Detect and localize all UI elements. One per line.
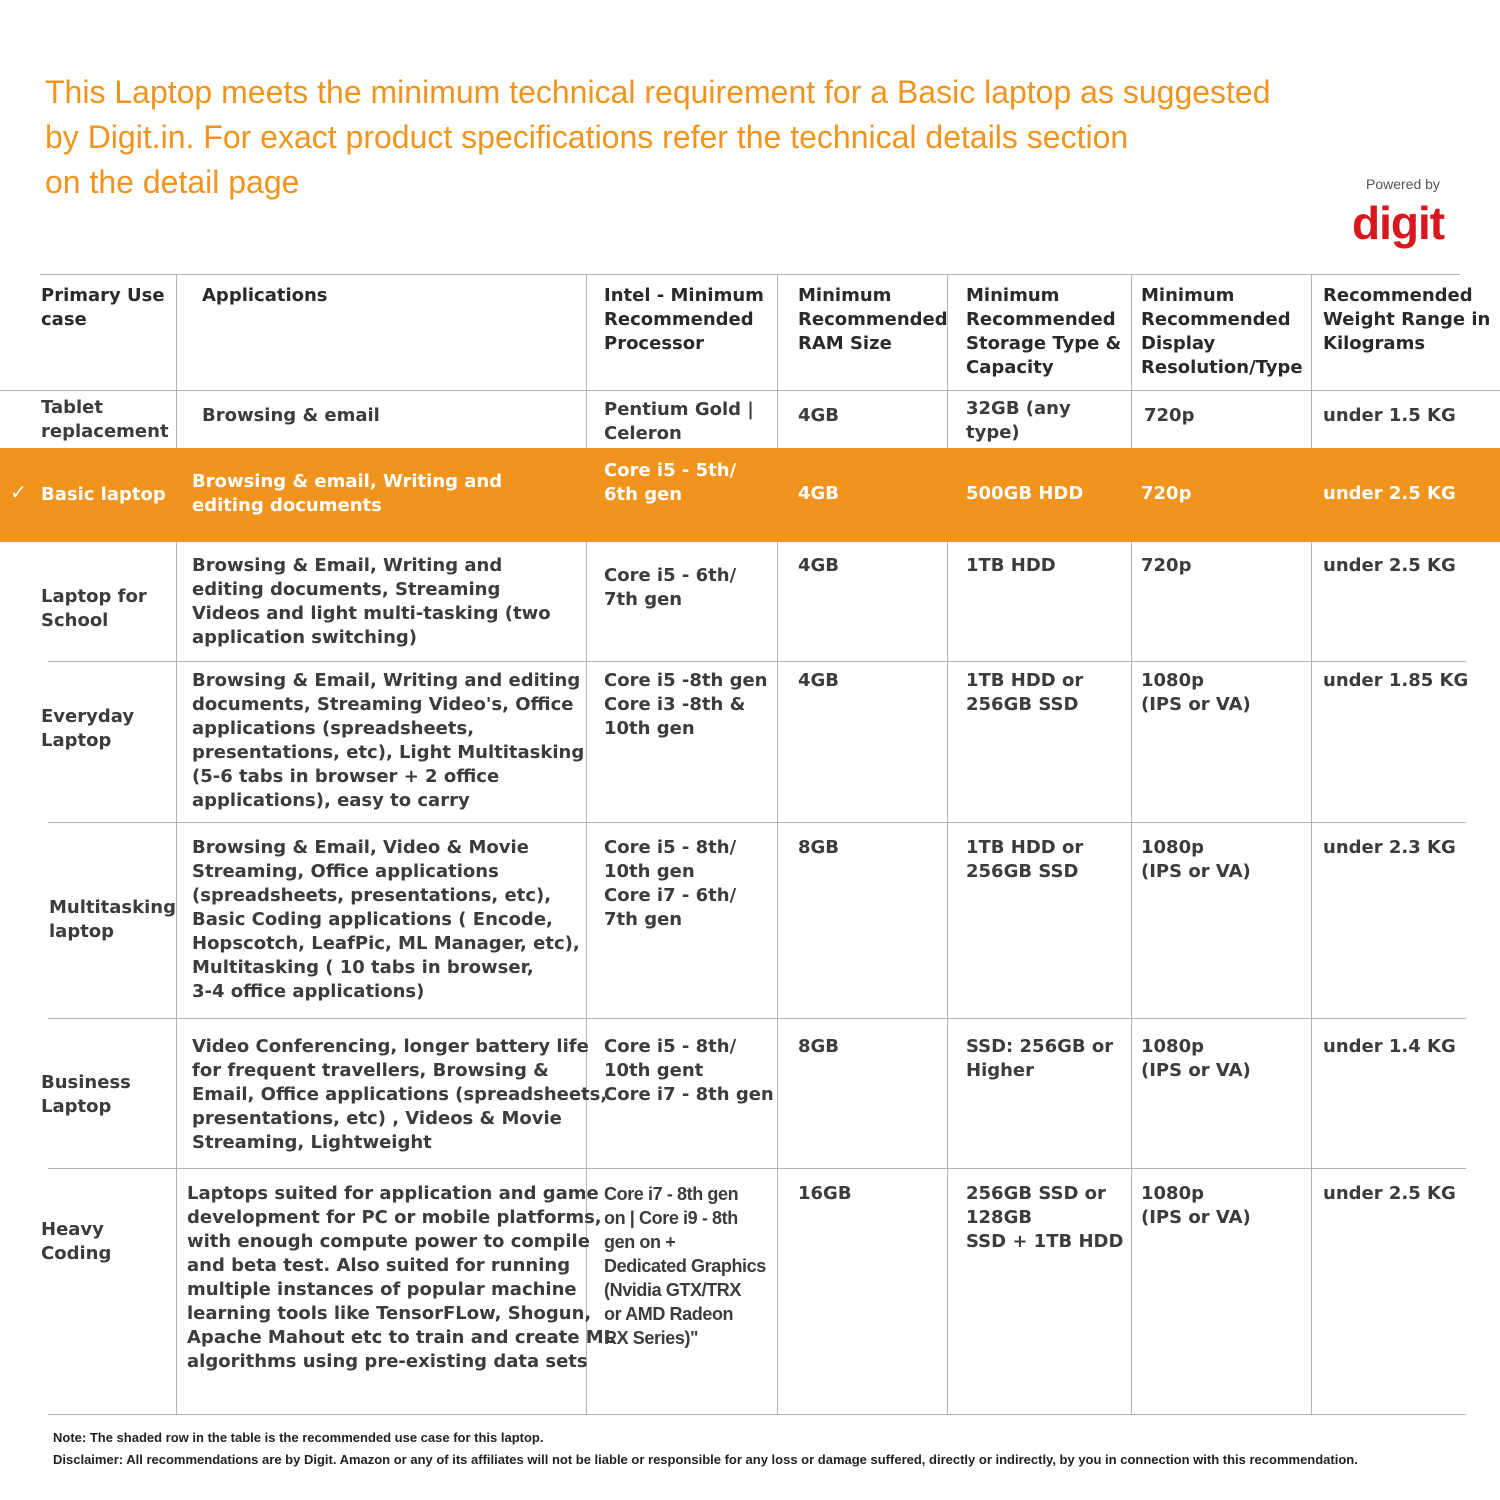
row-business-cpu: Core i5 - 8th/ 10th gent Core i7 - 8th gen	[604, 1036, 774, 1105]
powered-by-label: Powered by	[1366, 176, 1440, 192]
footer-disclaimer: Disclaimer: All recommendations are by Digit. Amazon or any of its affiliates will not be liable or responsible for any loss or damage suffered, directly or indirectly, by you in connection with this recommendation.	[53, 1452, 1358, 1467]
digit-logo: digit	[1352, 197, 1445, 249]
row-multitasking-cpu: Core i5 - 8th/ 10th gen Core i7 - 6th/ 7th gen	[604, 837, 737, 930]
row-business-storage: SSD: 256GB or Higher	[966, 1036, 1114, 1081]
footer-note: Note: The shaded row in the table is the recommended use case for this laptop.	[53, 1430, 544, 1445]
column-divider	[1311, 542, 1312, 1414]
row-tablet-apps: Browsing & email	[202, 405, 380, 426]
row-everyday-storage: 1TB HDD or 256GB SSD	[966, 670, 1084, 715]
row-everyday-weight: under 1.85 KG	[1323, 670, 1469, 691]
row-multitasking-storage: 1TB HDD or 256GB SSD	[966, 837, 1084, 882]
row-heavy-coding-cpu: Core i7 - 8th gen on | Core i9 - 8th gen on + Dedicated Graphics (Nvidia GTX/TRX or AMD Radeon RX Series)"	[604, 1184, 766, 1348]
column-divider	[1131, 542, 1132, 1414]
row-everyday-cpu: Core i5 -8th gen Core i3 -8th & 10th gen	[604, 670, 768, 739]
column-divider	[777, 274, 778, 448]
row-heavy-coding-storage: 256GB SSD or 128GB SSD + 1TB HDD	[966, 1183, 1124, 1252]
row-school-use: Laptop for School	[41, 586, 147, 631]
row-basic-display: 720p	[1141, 483, 1192, 504]
row-tablet-display: 720p	[1144, 405, 1195, 426]
row-school-display: 720p	[1141, 555, 1192, 576]
header-primary-use: Primary Use case	[41, 285, 165, 330]
row-divider	[48, 822, 1466, 823]
row-school-cpu: Core i5 - 6th/ 7th gen	[604, 565, 737, 610]
column-divider	[947, 542, 948, 1414]
row-heavy-coding-apps: Laptops suited for application and game development for PC or mobile platforms, with enough compute power to compile and beta test. Also suited for running multiple instances of popular machine learning tools like TensorFLow, Shogun, Apache Mahout etc to train and create ML algorithms using pre-existing data sets	[187, 1183, 616, 1372]
row-basic-storage: 500GB HDD	[966, 483, 1084, 504]
row-basic-use: Basic laptop	[41, 484, 166, 505]
row-heavy-coding-weight: under 2.5 KG	[1323, 1183, 1456, 1204]
column-divider	[777, 542, 778, 1414]
header-ram: Minimum Recommended RAM Size	[798, 285, 948, 354]
row-school-weight: under 2.5 KG	[1323, 555, 1456, 576]
row-tablet-weight: under 1.5 KG	[1323, 405, 1456, 426]
column-divider	[586, 274, 587, 448]
headline-line-3: on the detail page	[45, 164, 300, 200]
row-business-ram: 8GB	[798, 1036, 840, 1057]
row-multitasking-use: Multitasking laptop	[49, 897, 176, 942]
row-multitasking-display: 1080p (IPS or VA)	[1141, 837, 1251, 882]
row-multitasking-weight: under 2.3 KG	[1323, 837, 1456, 858]
headline-line-1: This Laptop meets the minimum technical requirement for a Basic laptop as suggested	[45, 74, 1271, 110]
row-school-ram: 4GB	[798, 555, 840, 576]
row-tablet-cpu: Pentium Gold | Celeron	[604, 399, 754, 444]
header-display: Minimum Recommended Display Resolution/Type	[1141, 285, 1303, 378]
headline	[45, 70, 1335, 205]
table-top-border	[40, 274, 1460, 275]
row-everyday-apps: Browsing & Email, Writing and editing documents, Streaming Video's, Office applications (spreadsheets, presentations, etc), Light Multitasking (5-6 tabs in browser + 2 office applications), easy to carry	[192, 670, 585, 811]
header-applications: Applications	[202, 285, 328, 306]
row-school-apps: Browsing & Email, Writing and editing documents, Streaming Videos and light multi-tasking (two application switching)	[192, 555, 551, 648]
row-multitasking-apps: Browsing & Email, Video & Movie Streaming, Office applications (spreadsheets, presentations, etc), Basic Coding applications ( Encode, Hopscotch, LeafPic, ML Manager, etc), Multitasking ( 10 tabs in browser, 3-4 office applications)	[192, 837, 580, 1002]
row-tablet-storage: 32GB (any type)	[966, 398, 1071, 443]
row-divider	[48, 1018, 1466, 1019]
row-school-storage: 1TB HDD	[966, 555, 1056, 576]
row-everyday-display: 1080p (IPS or VA)	[1141, 670, 1251, 715]
row-divider	[48, 1168, 1466, 1169]
row-heavy-coding-use: Heavy Coding	[41, 1219, 112, 1264]
row-basic-apps: Browsing & email, Writing and editing documents	[192, 471, 503, 516]
row-business-weight: under 1.4 KG	[1323, 1036, 1456, 1057]
header-storage: Minimum Recommended Storage Type & Capacity	[966, 285, 1122, 378]
column-divider	[176, 542, 177, 1414]
row-tablet-ram: 4GB	[798, 405, 840, 426]
header-weight: Recommended Weight Range in Kilograms	[1323, 285, 1491, 354]
row-business-display: 1080p (IPS or VA)	[1141, 1036, 1251, 1081]
column-divider	[1131, 274, 1132, 448]
header-bottom-border	[0, 390, 1500, 391]
row-everyday-ram: 4GB	[798, 670, 840, 691]
row-tablet-use: Tablet replacement	[41, 397, 169, 442]
column-divider	[176, 274, 177, 448]
row-everyday-use: Everyday Laptop	[41, 706, 135, 751]
header-processor: Intel - Minimum Recommended Processor	[604, 285, 764, 354]
row-business-apps: Video Conferencing, longer battery life for frequent travellers, Browsing & Email, Office applications (spreadsheets, presentations, etc) , Videos & Movie Streaming, Lightweight	[192, 1036, 608, 1153]
check-icon: ✓	[10, 480, 27, 504]
row-heavy-coding-display: 1080p (IPS or VA)	[1141, 1183, 1251, 1228]
column-divider	[1311, 274, 1312, 448]
row-divider	[48, 661, 1466, 662]
row-basic-cpu: Core i5 - 5th/ 6th gen	[604, 460, 737, 505]
row-business-use: Business Laptop	[41, 1072, 131, 1117]
table-bottom-border	[48, 1414, 1466, 1415]
row-heavy-coding-ram: 16GB	[798, 1183, 852, 1204]
row-basic-weight: under 2.5 KG	[1323, 483, 1456, 504]
row-basic-ram: 4GB	[798, 483, 840, 504]
row-multitasking-ram: 8GB	[798, 837, 840, 858]
headline-line-2: by Digit.in. For exact product specifications refer the technical details section	[45, 119, 1129, 155]
